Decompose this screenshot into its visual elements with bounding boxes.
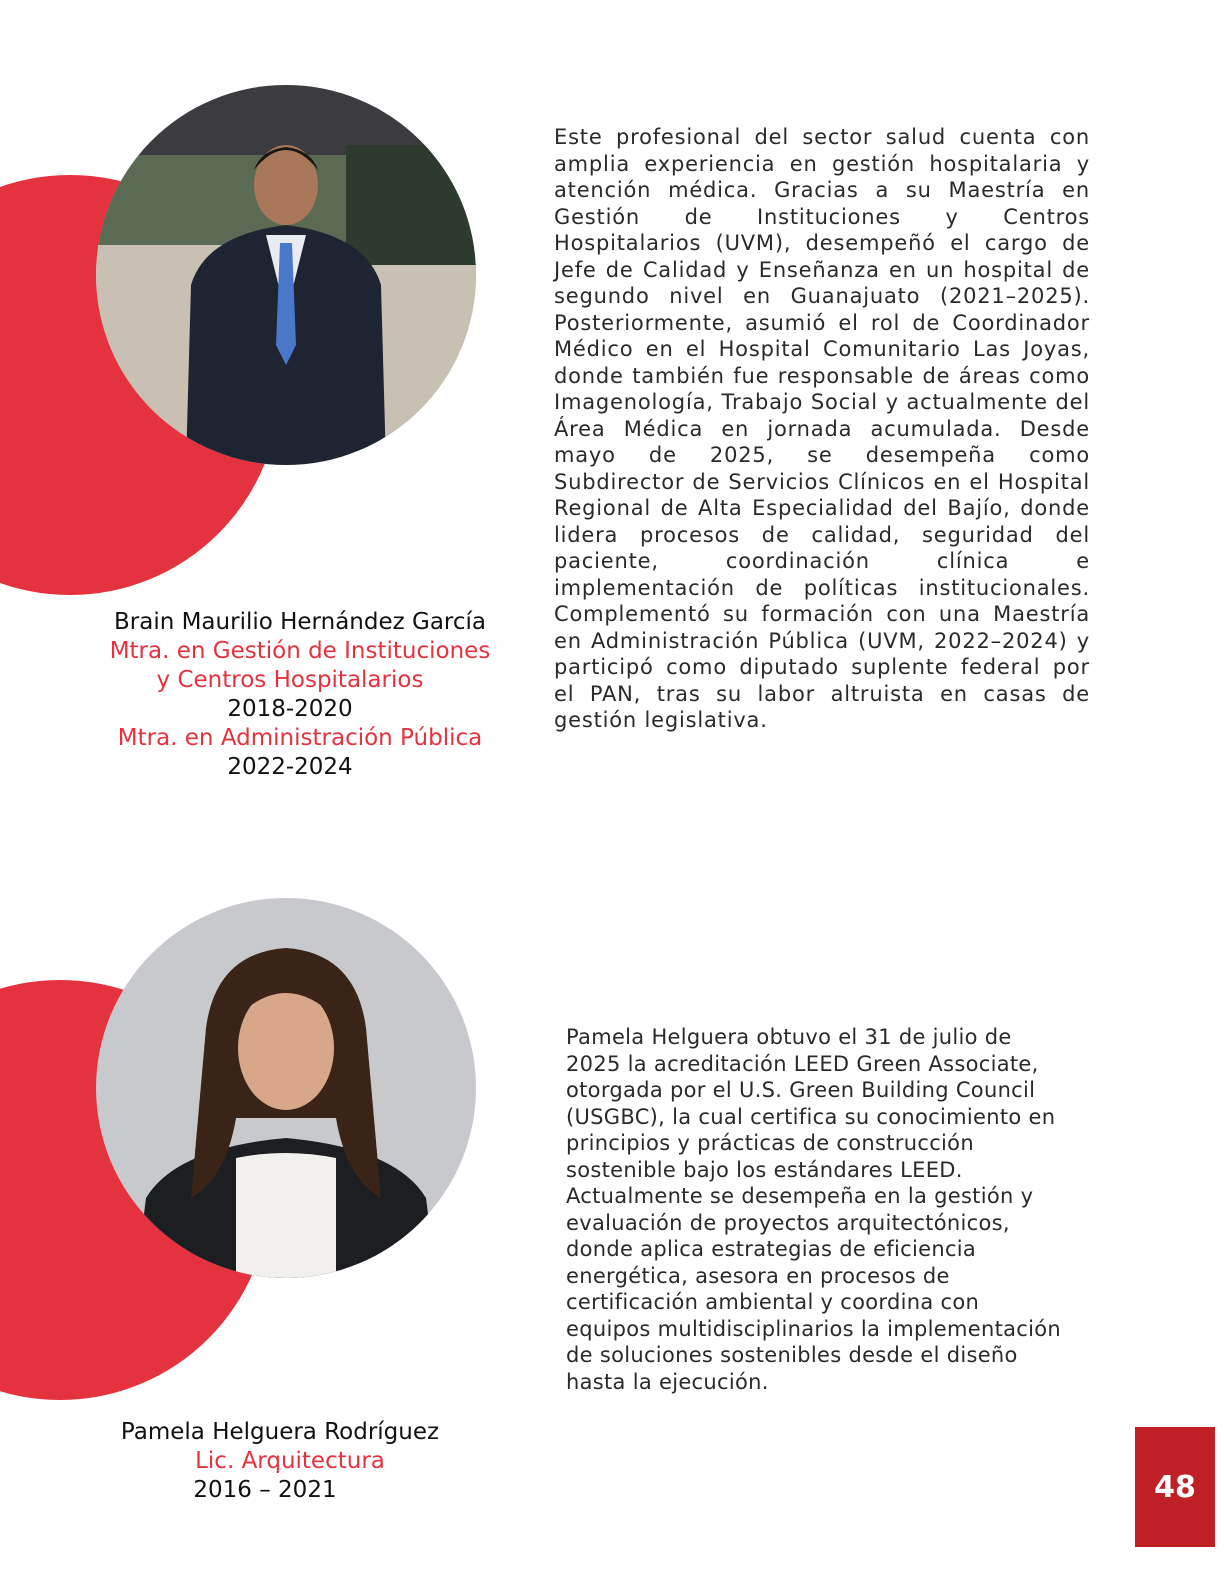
profile-bio-1: Este profesional del sector salud cuenta con amplia experiencia en gestión hospitalaria y atención médica. Gracias a su Maestría en Gestión de Instituciones y Centros Hospitalarios (UVM), desempeñó el cargo de Jefe de Calidad y Enseñanza en un hospital de segundo nivel en Guanajuato (2021–2025). Posteriormente, asumió el rol de Coordinador Médico en el Hospital Comunitario Las Joyas, donde también fue responsable de áreas como Imagenología, Trabajo Social y actualmente del Área Médica en jornada acumulada. Desde mayo de 2025, se desempeña como Subdirector de Servicios Clínicos en el Hospital Regional de Alta Especialidad del Bajío, donde lidera procesos de calidad, seguridad del paciente, coordinación clínica e implementación de políticas institucionales. Complementó su formación con una Maestría en Administración Pública (UVM, 2022–2024) y participó como diputado suplente federal por el PAN, tras su labor altruista en casas de gestión legislativa.	[554, 125, 1090, 732]
man-portrait-image	[96, 85, 476, 465]
profile-degree-1b: y Centros Hospitalarios	[156, 667, 424, 693]
profile-bio-2: Pamela Helguera obtuvo el 31 de julio de 2025 la acreditación LEED Green Associate, otorgada por el U.S. Green Building Council (USGBC), la cual certifica su conocimiento en principios y prácticas de construcción sostenible bajo los estándares LEED. Actualmente se desempeña en la gestión y evaluación de proyectos arquitectónicos, donde aplica estrategias de eficiencia energética, asesora en procesos de certificación ambiental y coordina con equipos multidisciplinarios la implementación de soluciones sostenibles desde el diseño hasta la ejecución.	[566, 1025, 1062, 1394]
profile-photo-1	[96, 85, 476, 465]
page-number-tab: 48	[1135, 1427, 1215, 1547]
profile-caption-1	[80, 608, 520, 782]
profile-years-2: 2016 – 2021	[193, 1477, 337, 1503]
profile-years-1a: 2018-2020	[227, 696, 353, 722]
profile-degree-1a: Mtra. en Gestión de Instituciones	[109, 638, 491, 664]
woman-portrait-image	[96, 898, 476, 1278]
profile-caption-2	[80, 1418, 480, 1505]
profile-years-1b: 2022-2024	[227, 754, 353, 780]
profile-degree-2: Lic. Arquitectura	[195, 1448, 385, 1474]
profile-name-1: Brain Maurilio Hernández García	[113, 609, 486, 635]
profile-degree-1c: Mtra. en Administración Pública	[117, 725, 483, 751]
profile-photo-2	[96, 898, 476, 1278]
profile-name-2: Pamela Helguera Rodríguez	[120, 1419, 440, 1445]
